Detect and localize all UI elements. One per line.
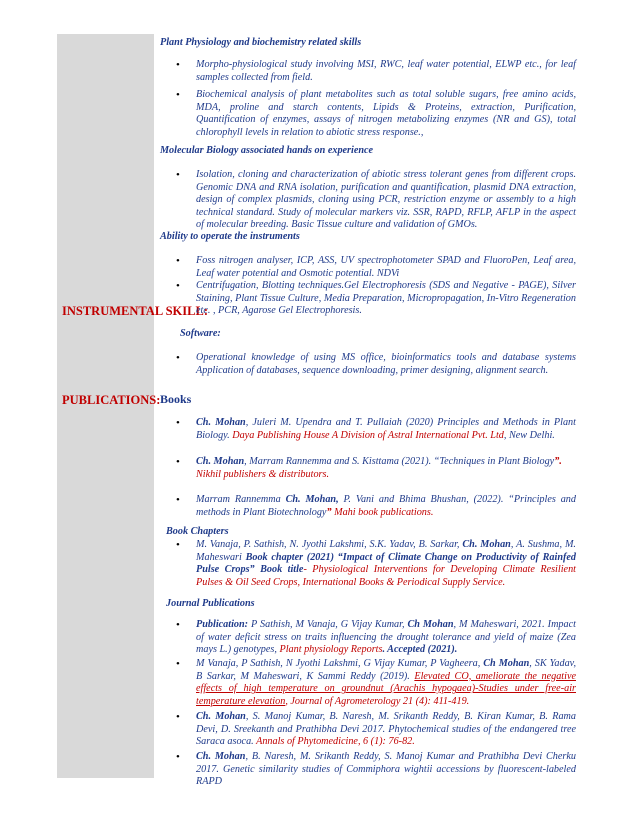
journal-item	[196, 711, 576, 749]
author-name: Ch Mohan	[407, 619, 454, 630]
book-title: - Physiological Interventions for Developing Climate Resilient Pulses & Oil Seed Crops, International Books & Periodical Supply Service.	[196, 564, 576, 588]
book-item	[196, 417, 576, 442]
author-name: Ch. Mohan	[196, 711, 246, 722]
publication-label: Publication:	[196, 619, 249, 630]
publisher: Nikhil publishers & distributors.	[196, 468, 330, 480]
citation-tail: , New Delhi.	[503, 429, 555, 441]
publications-label: PUBLICATIONS:	[62, 393, 161, 407]
citation-lead: Marram Rannemma	[196, 494, 286, 505]
journal-item	[196, 751, 576, 789]
author-name: Ch Mohan	[483, 658, 530, 669]
book-item	[196, 494, 576, 519]
author-name: Ch. Mohan	[462, 539, 511, 550]
list-item: • Operational knowledge of using MS office, bioinformatics tools and database systems Application of databases, sequence downloading, primer designing, alignment search.	[196, 352, 576, 377]
journal-name: Plant physiology Reports	[279, 644, 383, 656]
book-item	[196, 456, 576, 481]
citation-text: , SK Yadav, B Sarkar, M Maheswari, K Sammi Reddy (2019).	[196, 658, 576, 682]
citation-text: , S. Manoj Kumar, B. Naresh, M. Srikanth Reddy, B. Kiran Kumar, B. Rama Devi, D. Sreekanth and Prathibha Devi 2017. Phytochemical studies of the endangered tree Saraca asoca.	[196, 711, 576, 748]
citation-lead: M. Vanaja, P. Sathish, N. Jyothi Lakshmi, S.K. Yadav, B. Sarkar,	[196, 539, 463, 550]
citation-text: , A. Sushma, M. Maheswari	[196, 539, 576, 563]
chapter-title: Book chapter (2021) “Impact of Climate Change on Productivity of Rainfed Pulse Crops”	[196, 551, 577, 576]
section-book-chapters: Book Chapters	[166, 526, 229, 537]
citation-text: , Marram Rannemma and S. Kisttama (2021). “Techniques in Plant Biology	[244, 456, 555, 467]
list-item: • Isolation, cloning and characterization of abiotic stress tolerant genes from different crops. Genomic DNA and RNA isolation, purification and quantification, plasmid DNA extraction, design of complex plasmids, cloning using PCR, restriction enzyme or assembly to a high technical standard. Study of molecular markers viz. SSR, RAPD, RFLP, AFLP in the aspect of molecular breeding. Basic Tissue culture and validation of GMOs.	[196, 169, 576, 232]
author-name: Ch. Mohan,	[285, 494, 339, 505]
citation-text: P Sathish, M Vanaja, G Vijay Kumar,	[248, 619, 408, 630]
citation-text: , M Maheswari, 2021. Impact of water deficit stress on traits influencing the drought tolerance and yield of maize (Zea mays L.) genotypes,	[196, 619, 576, 656]
section-instruments: Ability to operate the instruments	[160, 231, 300, 242]
instrumental-skill-label: INSTRUMENTAL SKILL:	[62, 304, 208, 318]
section-software: Software:	[180, 328, 221, 339]
citation-text: , Juleri M. Upendra and T. Pullaiah (2020) Principles and Methods in Plant Biology.	[196, 417, 576, 441]
journal-item	[196, 619, 576, 657]
citation-text: M Vanaja, P Sathish, N Jyothi Lakshmi, G Vijay Kumar, P Vagheera,	[196, 658, 484, 669]
author-name: Ch. Mohan	[196, 456, 245, 467]
section-plant-physiology: Plant Physiology and biochemistry related skills	[160, 37, 362, 48]
list-item: • Biochemical analysis of plant metabolites such as total soluble sugars, free amino acids, MDA, proline and starch contents, Lipids & Proteins, extraction, Purification, Quantification of enzymes, assays of nitrogen metabolizing enzymes (NR and GS), total chlorophyll levels in relation to abiotic stress response.,	[196, 89, 576, 139]
list-item: • Foss nitrogen analyser, ICP, ASS, UV spectrophotometer SPAD and FluoroPen, Leaf area, Leaf water potential and Osmotic potential. NDVi	[196, 255, 576, 280]
publisher: Mahi book publications.	[331, 506, 434, 518]
citation-text: P. Vani and Bhima Bhushan, (2022). “Principles and methods in Plant Biotechnology	[196, 494, 576, 518]
section-molecular: Molecular Biology associated hands on experience	[160, 145, 374, 156]
journal-name: , Journal of Agrometerology 21 (4): 411-419.	[285, 695, 470, 707]
list-item: • Centrifugation, Blotting techniques.Gel Electrophoresis (SDS and Negative - PAGE), Silver Staining, Plant Tissue Culture, Media Preparation, Micropropagation, In-Vitro Regeneration etc. , PCR, Agarose Gel Electrophoresis.	[196, 280, 576, 318]
quote-end: ”	[326, 506, 332, 518]
quote-end: ”.	[554, 456, 562, 467]
list-item: • Morpho-physiological study involving MSI, RWC, leaf water potential, ELWP etc., for leaf samples collected from field.	[196, 59, 576, 84]
citation-text: , B. Naresh, M. Srikanth Reddy, S. Manoj Kumar and Prathibha Devi Cherku 2017. Genetic similarity studies of Commiphora wightii accessions by fluorescent-labeled RAPD	[196, 751, 576, 788]
book-title-label: Book title	[254, 564, 304, 576]
chapter-item	[196, 539, 576, 589]
journal-item	[196, 658, 576, 708]
citation-tail: . Accepted (2021).	[382, 644, 458, 656]
publisher: Daya Publishing House A Division of Astral International Pvt. Ltd	[232, 429, 504, 441]
author-name: Ch. Mohan	[196, 417, 246, 428]
article-title: Elevated CO, ameliorate the negative effects of high temperature on groundnut (Arachis hypogaea)-Studies under free-air temperature elevation	[196, 670, 576, 707]
section-journal: Journal Publications	[166, 598, 255, 609]
author-name: Ch. Mohan	[196, 751, 246, 762]
section-books: Books	[160, 392, 192, 406]
journal-name: Annals of Phytomedicine, 6 (1): 76-82.	[256, 736, 415, 748]
